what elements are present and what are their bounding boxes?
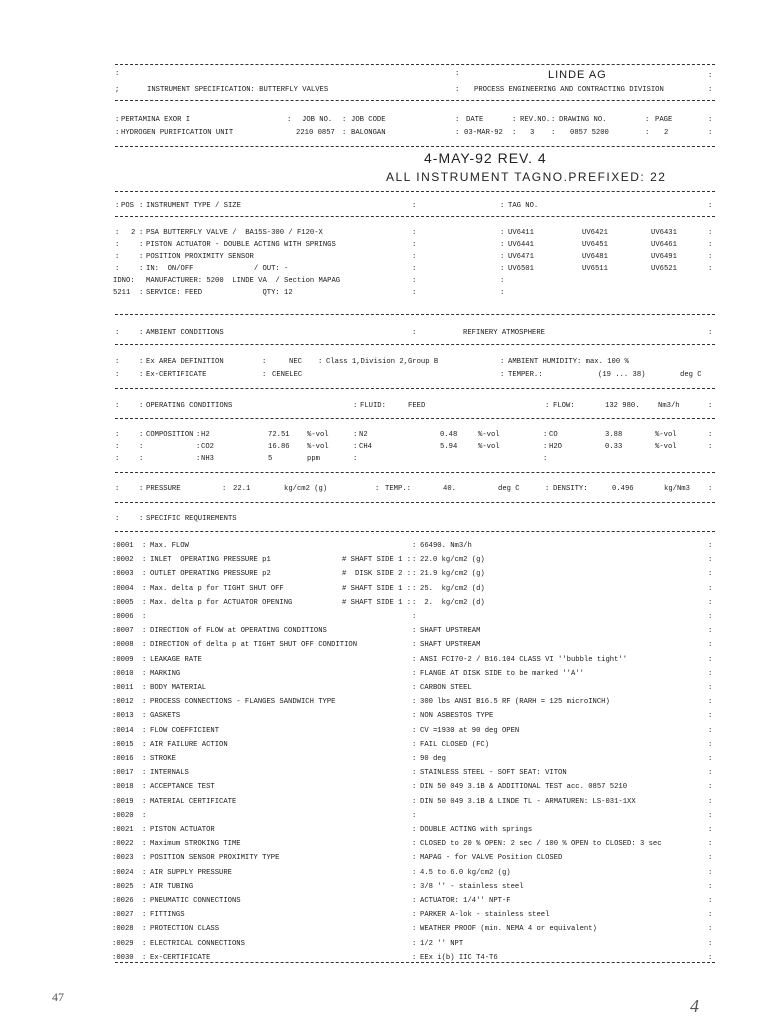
requirement-description: Max. FLOW [150, 542, 189, 550]
drawing-label: DRAWING NO. [559, 116, 607, 124]
requirement-code: :0020 [112, 812, 134, 820]
requirement-code: :0018 [112, 783, 134, 791]
tag-no: UV6491 [651, 253, 677, 261]
requirement-value: 25. kg/cm2 (d) [420, 585, 485, 593]
requirement-code: :0010 [112, 670, 134, 678]
pressure-value: 22.1 [233, 485, 251, 493]
comp-name: H2O [549, 443, 562, 451]
requirement-value: DIN 50 049 3.1B & LINDE TL - ARMATUREN: LS-031-1XX [420, 798, 636, 806]
requirement-value: EEx i(b) IIC T4-T6 [420, 954, 498, 962]
tag-no: UV6481 [582, 253, 608, 261]
requirement-code: :0030 [112, 954, 134, 962]
pressure-unit: kg/cm2 (g) [284, 485, 328, 493]
client-line-1: PERTAMINA EXOR I [121, 116, 191, 124]
tag-no: UV6431 [651, 229, 677, 237]
instrument-line: IN: ON/OFF / OUT: - [146, 265, 289, 273]
left-code: 5211 [113, 289, 131, 297]
tag-no: UV6411 [508, 229, 534, 237]
comp-value: 16.86 [268, 443, 290, 451]
requirement-value: 300 lbs ANSI B16.5 RF (RARH = 125 microINCH) [420, 698, 610, 706]
density-value: 0.496 [612, 485, 634, 493]
requirement-code: :0002 [112, 556, 134, 564]
requirement-code: :0003 [112, 570, 134, 578]
divider [115, 146, 715, 147]
instrument-line: MANUFACTURER: 5200 LINDE VA / Section MAPAG [146, 277, 341, 285]
requirement-value: CARBON STEEL [420, 684, 472, 692]
operating-label: OPERATING CONDITIONS [146, 402, 233, 410]
comp-value: 3.88 [605, 431, 623, 439]
requirement-value: CLOSED to 20 % OPEN: 2 sec / 100 % OPEN to CLOSED: 3 sec [420, 840, 662, 848]
requirement-description: OUTLET OPERATING PRESSURE p2 [150, 570, 271, 578]
requirement-code: :0001 [112, 542, 134, 550]
page-value: 2 [664, 129, 669, 137]
requirement-value: SHAFT UPSTREAM [420, 641, 481, 649]
requirement-value: STAINLESS STEEL - SOFT SEAT: VITON [420, 769, 567, 777]
comp-name: CH4 [359, 443, 372, 451]
requirement-value: 1/2 '' NPT [420, 940, 464, 948]
pos-value: 2 [131, 229, 136, 237]
requirement-description: PISTON ACTUATOR [150, 826, 215, 834]
comp-value: 72.51 [268, 431, 290, 439]
requirement-value: ANSI FCI70-2 / B16.104 CLASS VI ''bubble tight'' [420, 656, 628, 664]
divider [115, 344, 715, 345]
divider [115, 502, 715, 503]
requirement-description: Max. delta p for TIGHT SHUT OFF [150, 585, 284, 593]
job-code-label: JOB CODE [351, 116, 386, 124]
job-code: BALONGAN [351, 129, 386, 137]
comp-name: CO2 [201, 443, 214, 451]
tag-no: UV6521 [651, 265, 677, 273]
pressure-label: PRESSURE [146, 485, 181, 493]
requirement-code: :0029 [112, 940, 134, 948]
division-name: PROCESS ENGINEERING AND CONTRACTING DIVISION [474, 86, 664, 94]
handwritten-revision-note: 4-MAY-92 REV. 4 [424, 150, 547, 166]
comp-value: 0.33 [605, 443, 623, 451]
requirement-value: 22.0 kg/cm2 (g) [420, 556, 485, 564]
requirement-description: MATERIAL CERTIFICATE [150, 798, 237, 806]
requirement-description: AIR FAILURE ACTION [150, 741, 228, 749]
ambient-label: AMBIENT CONDITIONS [146, 329, 224, 337]
divider [115, 388, 715, 389]
requirement-value: 90 deg [420, 755, 446, 763]
divider [115, 100, 715, 101]
comp-value: 5 [268, 455, 273, 463]
comp-unit: %-vol [478, 431, 500, 439]
humidity: AMBIENT HUMIDITY: max. 100 % [508, 358, 629, 366]
comp-name: H2 [201, 431, 210, 439]
requirement-code: :0023 [112, 854, 134, 862]
composition-label: COMPOSITION [146, 431, 194, 439]
requirement-description: GASKETS [150, 712, 181, 720]
comp-unit: %-vol [307, 443, 329, 451]
requirement-description: INTERNALS [150, 769, 189, 777]
comp-value: 0.48 [440, 431, 458, 439]
requirement-value: DOUBLE ACTING with springs [420, 826, 533, 834]
requirement-value: WEATHER PROOF (min. NEMA 4 or equivalent) [420, 925, 597, 933]
requirement-code: :0024 [112, 869, 134, 877]
tag-no: UV6501 [508, 265, 534, 273]
requirement-value: ACTUATOR: 1/4'' NPT-F [420, 897, 511, 905]
comp-name: CO [549, 431, 558, 439]
tag-no-label: TAG NO. [508, 202, 539, 210]
requirement-description: Maximum STROKING TIME [150, 840, 241, 848]
requirement-code: :0028 [112, 925, 134, 933]
requirement-value: DIN 50 049 3.1B & ADDITIONAL TEST acc. 0857 5210 [420, 783, 628, 791]
requirement-description: DIRECTION of FLOW at OPERATING CONDITIONS [150, 627, 327, 635]
ambient-value: REFINERY ATMOSPHERE [463, 329, 545, 337]
requirement-description: FITTINGS [150, 911, 185, 919]
requirement-description: STROKE [150, 755, 176, 763]
requirement-code: :0015 [112, 741, 134, 749]
fluid-label: FLUID: [360, 402, 386, 410]
requirement-code: :0012 [112, 698, 134, 706]
requirement-value: FAIL CLOSED (FC) [420, 741, 490, 749]
requirement-code: :0004 [112, 585, 134, 593]
comp-unit: ppm [307, 455, 320, 463]
requirement-value: SHAFT UPSTREAM [420, 627, 481, 635]
rev-value: 3 [530, 129, 535, 137]
requirement-value: 4.5 to 6.0 kg/cm2 (g) [420, 869, 511, 877]
nec: NEC [289, 358, 302, 366]
divider [115, 64, 715, 65]
requirement-value: 2. kg/cm2 (d) [420, 599, 485, 607]
margin-mark: 4 [690, 996, 699, 1016]
temp-label: TEMP.: [385, 485, 411, 493]
instrument-line: PSA BUTTERFLY VALVE / BA15S-300 / F120-X [146, 229, 323, 237]
comp-unit: %-vol [655, 443, 677, 451]
divider [115, 962, 715, 963]
requirement-description: ELECTRICAL CONNECTIONS [150, 940, 245, 948]
fluid-value: FEED [408, 402, 426, 410]
divider [115, 418, 715, 419]
tag-no: UV6451 [582, 241, 608, 249]
requirement-value: 3/8 '' - stainless steel [420, 883, 524, 891]
requirement-code: :0005 [112, 599, 134, 607]
drawing-value: 0857 5200 [570, 129, 609, 137]
requirement-side: # DISK SIDE 2 : [342, 570, 412, 578]
requirement-code: :0016 [112, 755, 134, 763]
pos-label: POS [121, 202, 134, 210]
requirement-description: AIR SUPPLY PRESSURE [150, 869, 232, 877]
requirement-code: :0021 [112, 826, 134, 834]
requirement-code: :0026 [112, 897, 134, 905]
temper-value: (19 ... 38) [598, 371, 646, 379]
requirement-code: :0025 [112, 883, 134, 891]
hazard-class: Class 1,Division 2,Group B [326, 358, 439, 366]
tag-no: UV6421 [582, 229, 608, 237]
tag-no: UV6511 [582, 265, 608, 273]
requirement-side: # SHAFT SIDE 1 : [342, 556, 412, 564]
requirement-description: PROCESS CONNECTIONS - FLANGES SANDWICH TYPE [150, 698, 336, 706]
left-code: IDNO: [113, 277, 135, 285]
requirement-side: # SHAFT SIDE 1 : [342, 585, 412, 593]
requirement-description: PROTECTION CLASS [150, 925, 220, 933]
requirement-description: ACCEPTANCE TEST [150, 783, 215, 791]
divider [115, 472, 715, 473]
document-title: INSTRUMENT SPECIFICATION: BUTTERFLY VALVES [147, 86, 329, 94]
density-label: DENSITY: [553, 485, 588, 493]
spec-sheet-page: : : LINDE AG : ; INSTRUMENT SPECIFICATION: BUTTERFLY VALVES : PROCESS ENGINEERING AND CONTRACTING DIVISION : : PERTAMINA EXOR I : HYDROGEN PURIFICATION UNIT : JOB NO. 2210 0857 : JOB CODE : BALONGAN : DATE : 03-MAR-92 : REV.NO. : 3 : DRAWING NO. : 0857 5200 : PAGE : 2 : : 4-MAY-92 REV. 4 ALL INSTRUMENT TAGNO.PREFIXED: 22 : POS : INSTRUMENT TYPE / SIZE : : TAG NO. : 2 : : PSA BUTTERFLY VALVE / BA15S-300 / F120-X : : PISTON ACTUATOR - DOUBLE ACTING WITH SPRINGS : : POSITION PROXIMITY SENSOR : : IN: ON/OFF / OUT: - IDNO: MANUFACTURER: 5200 LINDE VA / Section MAPAG 5211 : SERVICE: FEED QTY: 12 : : : : : : : UV6411 UV6421 UV6431 : UV6441 UV6451 UV6461 : UV6471 UV6481 UV6491 : UV6501 UV6511 UV6521 : : : : : : : : AMBIENT CONDITIONS : REFINERY ATMOSPHERE : : : Ex AREA DEFINITION : NEC : Class 1,Division 2,Group B : AMBIENT HUMIDITY: max. 100 % : : Ex-CERTIFICATE : CENELEC : TEMPER.: (19 ... 38) deg C : : OPERATING CONDITIONS : FLUID: FEED : FLOW: 132 980. Nm3/h : : : COMPOSITION : H2 72.51 %-vol : CO2 16.86 %-vol : NH3 5 ppm : N2 0.48 %-vol : CH4 5.94 %-vol : : CO 3.88 %-vol : H2O 0.33 %-vol : : : : : : : : : PRESSURE : 22.1 kg/cm2 (g) : TEMP.: 40. deg C : DENSITY: 0.496 kg/Nm3 : : : SPECIFIC REQUIREMENTS :0001 : Max. FLOW : 66490. Nm3/h : :0002 : INLET OPERATING PRESSURE p1 # SHAFT SIDE 1 : : 22.0 kg/cm2 (g) : :0003 : OUTLET OPERATING PRESSURE p2 # DISK SIDE 2 : : 21.9 kg/cm2 (g) : :0004 : Max. delta p for TIGHT SHUT OFF # SHAFT SIDE 1 : : 25. kg/cm2 (d) : :0005 : Max. delta p for ACTUATOR OPENING # SHAFT SIDE 1 : : 2. kg/cm2 (d) : :0006 : : : :0007 : DIRECTION of FLOW at OPERATING CONDITIONS : SHAFT UPSTREAM : :0008 : DIRECTION of delta p at TIGHT SHUT OFF CONDITION : SHAFT UPSTREAM : :0009 : LEAKAGE RATE : ANSI FCI70-2 / B16.104 CLASS VI ''bubble tight'' : :0010 : MARKING : FLANGE AT DISK SIDE to be marked ''A'' : :0011 : BODY MATERIAL : CARBON STEEL : :0012 : PROCESS CONNECTIONS - FLANGES SANDWICH TYPE : 300 lbs ANSI B16.5 RF (RARH = 125 microINCH) : :0013 : GASKETS : NON ASBESTOS TYPE : :0014 : FLOW COEFFICIENT : CV =1930 at 90 deg OPEN : :0015 : AIR FAILURE ACTION : FAIL CLOSED (FC) : :0016 : STROKE : 90 deg : :0017 : INTERNALS : STAINLESS STEEL - SOFT SEAT: VITON : :0018 : ACCEPTANCE TEST : DIN 50 049 3.1B & ADDITIONAL TEST acc. 0857 5210 : :0019 : MATERIAL CERTIFICATE : DIN 50 049 3.1B & LINDE TL - ARMATUREN: LS-031-1XX : :0020 : : : :0021 : PISTON ACTUATOR : DOUBLE ACTING with springs : :0022 : Maximum STROKING TIME : CLOSED to 20 % OPEN: 2 sec / 100 % OPEN to CLOSED: 3 sec : :0023 : POSITION SENSOR PROXIMITY TYPE : MAPAG - for VALVE Position CLOSED : :0024 : AIR SUPPLY PRESSURE : 4.5 to 6.0 kg/cm2 (g) : :0025 : AIR TUBING : 3/8 '' - stainless steel : :0026 : PNEUMATIC CONNECTIONS : ACTUATOR: 1/4'' NPT-F : :0027 : FITTINGS : PARKER A-lok - stainless steel : :0028 : PROTECTION CLASS : WEATHER PROOF (min. NEMA 4 or equivalent) : :0029 : ELECTRICAL CONNECTIONS : 1/2 '' NPT : :0030 : Ex-CERTIFICATE : EEx i(b) IIC T4-T6 : 47 4 [0, 0, 768, 1024]
instrument-line: POSITION PROXIMITY SENSOR [146, 253, 254, 261]
margin-number: 47 [52, 990, 64, 1004]
requirement-description: POSITION SENSOR PROXIMITY TYPE [150, 854, 280, 862]
requirement-value: CV =1930 at 90 deg OPEN [420, 727, 520, 735]
requirement-code: :0013 [112, 712, 134, 720]
requirement-value: MAPAG - for VALVE Position CLOSED [420, 854, 563, 862]
temp-value: 40. [443, 485, 456, 493]
page-label: PAGE [655, 116, 673, 124]
requirement-code: :0017 [112, 769, 134, 777]
tag-no: UV6461 [651, 241, 677, 249]
requirement-code: :0027 [112, 911, 134, 919]
divider [115, 216, 715, 217]
requirement-description: MARKING [150, 670, 181, 678]
client-line-2: HYDROGEN PURIFICATION UNIT [121, 129, 234, 137]
requirement-code: :0007 [112, 627, 134, 635]
requirement-value: PARKER A-lok - stainless steel [420, 911, 550, 919]
flow-unit: Nm3/h [658, 402, 680, 410]
requirement-description: BODY MATERIAL [150, 684, 207, 692]
handwritten-tag-note: ALL INSTRUMENT TAGNO.PREFIXED: 22 [386, 170, 667, 184]
tag-no: UV6471 [508, 253, 534, 261]
requirement-code: :0009 [112, 656, 134, 664]
requirement-description: INLET OPERATING PRESSURE p1 [150, 556, 271, 564]
comp-name: N2 [359, 431, 368, 439]
company-name: LINDE AG [548, 69, 607, 81]
tag-no: UV6441 [508, 241, 534, 249]
requirement-code: :0019 [112, 798, 134, 806]
ex-cert-label: Ex-CERTIFICATE [146, 371, 207, 379]
temper-label: TEMPER.: [508, 371, 543, 379]
requirement-code: :0011 [112, 684, 134, 692]
comp-unit: %-vol [307, 431, 329, 439]
flow-label: FLOW: [553, 402, 575, 410]
requirement-description: Max. delta p for ACTUATOR OPENING [150, 599, 293, 607]
comp-value: 5.94 [440, 443, 458, 451]
requirement-value: 66490. Nm3/h [420, 542, 472, 550]
comp-name: NH3 [201, 455, 214, 463]
temper-unit: deg C [680, 371, 702, 379]
requirement-value: NON ASBESTOS TYPE [420, 712, 494, 720]
date-value: 03-MAR-92 [464, 129, 503, 137]
divider [115, 191, 715, 192]
requirement-description: LEAKAGE RATE [150, 656, 202, 664]
requirement-value: 21.9 kg/cm2 (g) [420, 570, 485, 578]
comp-unit: %-vol [478, 443, 500, 451]
requirement-code: :0022 [112, 840, 134, 848]
instrument-type-label: INSTRUMENT TYPE / SIZE [146, 202, 241, 210]
requirement-side: # SHAFT SIDE 1 : [342, 599, 412, 607]
job-no: 2210 0857 [296, 129, 335, 137]
requirement-value: FLANGE AT DISK SIDE to be marked ''A'' [420, 670, 584, 678]
requirement-description: Ex-CERTIFICATE [150, 954, 211, 962]
comp-unit: %-vol [655, 431, 677, 439]
requirement-description: FLOW COEFFICIENT [150, 727, 220, 735]
requirement-code: :0014 [112, 727, 134, 735]
instrument-line: PISTON ACTUATOR - DOUBLE ACTING WITH SPRINGS [146, 241, 336, 249]
requirement-code: :0006 [112, 613, 134, 621]
requirement-description: DIRECTION of delta p at TIGHT SHUT OFF CONDITION [150, 641, 358, 649]
flow-value: 132 980. [605, 402, 640, 410]
temp-unit: deg C [498, 485, 520, 493]
density-unit: kg/Nm3 [664, 485, 690, 493]
date-label: DATE [466, 116, 484, 124]
specific-label: SPECIFIC REQUIREMENTS [146, 515, 237, 523]
divider [115, 531, 715, 532]
ex-area-label: Ex AREA DEFINITION [146, 358, 224, 366]
instrument-line: SERVICE: FEED QTY: 12 [146, 289, 293, 297]
requirement-description: AIR TUBING [150, 883, 194, 891]
requirement-code: :0008 [112, 641, 134, 649]
cenelec: CENELEC [272, 371, 303, 379]
divider [115, 314, 715, 315]
rev-label: REV.NO. [520, 116, 551, 124]
job-no-label: JOB NO. [302, 116, 333, 124]
requirement-description: PNEUMATIC CONNECTIONS [150, 897, 241, 905]
